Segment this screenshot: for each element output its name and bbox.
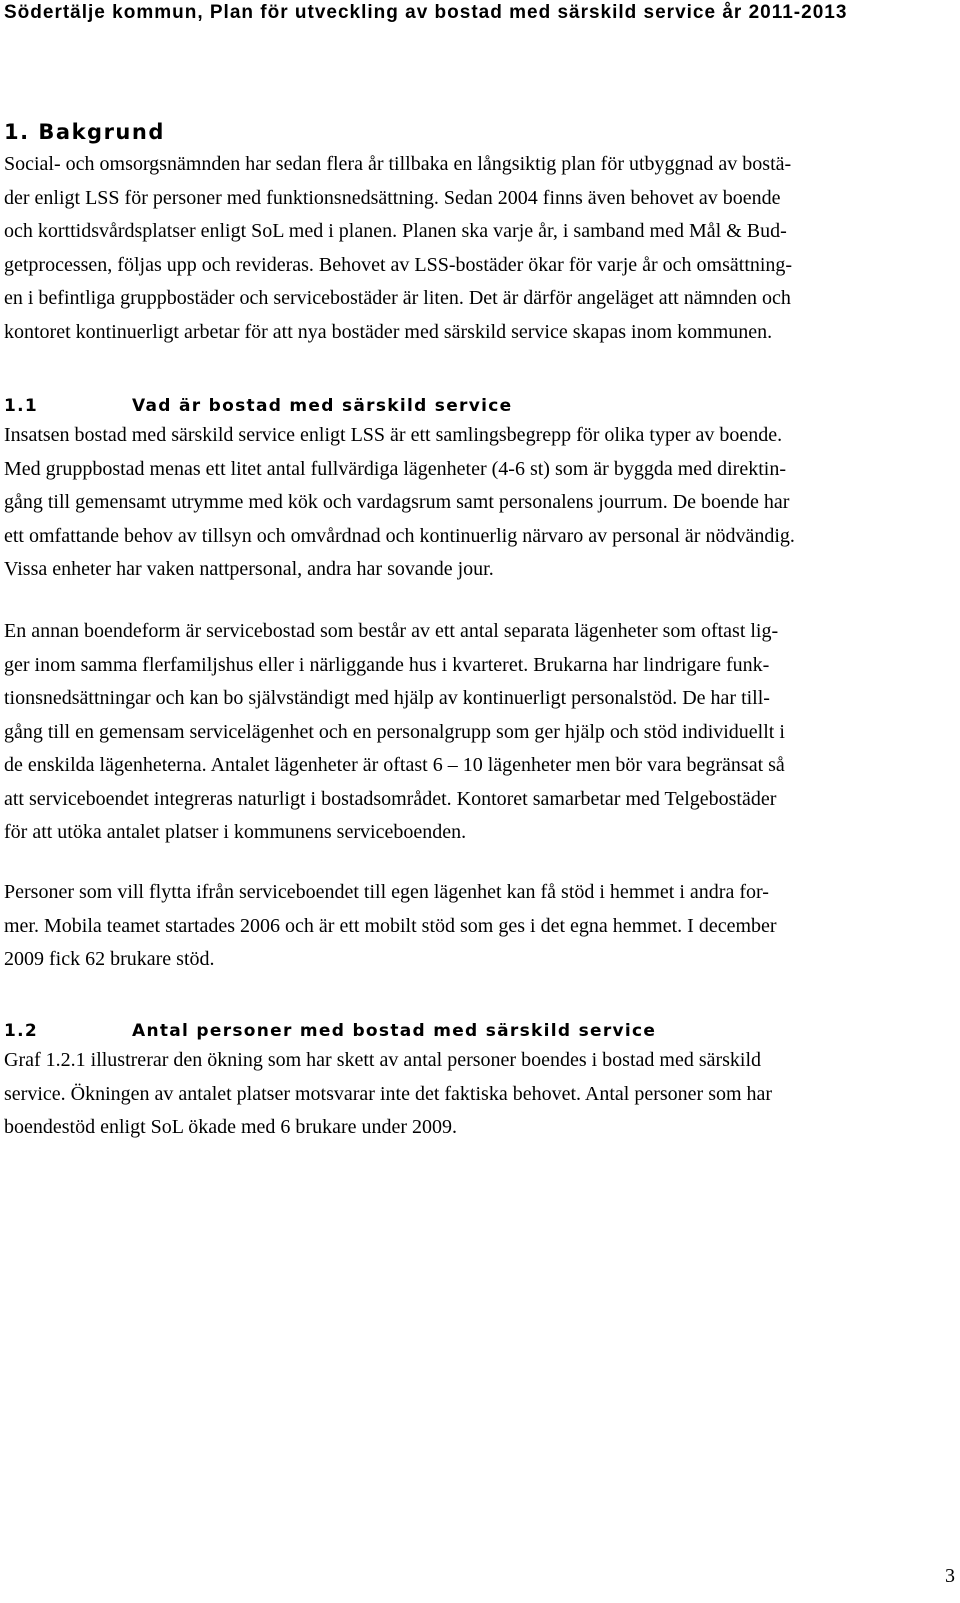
paragraph-line: att serviceboendet integreras naturligt i bostadsområdet. Kontoret samarbetar med Telgebostäder xyxy=(4,787,777,810)
paragraph-line: boendestöd enligt SoL ökade med 6 brukare under 2009. xyxy=(4,1116,458,1138)
paragraph-line: service. Ökningen av antalet platser motsvarar inte det faktiska behovet. Antal personer som har xyxy=(4,1082,773,1105)
section-heading-bakgrund: 1. Bakgrund xyxy=(4,120,165,144)
subsection-1-1-paragraph-1 xyxy=(4,419,795,587)
subsection-number: 1.1 xyxy=(4,396,39,416)
subsection-title: Antal personer med bostad med särskild service xyxy=(132,1021,657,1041)
paragraph-line: för att utöka antalet platser i kommunens serviceboenden. xyxy=(4,821,467,843)
paragraph-line: mer. Mobila teamet startades 2006 och är ett mobilt stöd som ges i det egna hemmet. I december xyxy=(4,914,777,937)
paragraph-line: der enligt LSS för personer med funktionsnedsättning. Sedan 2004 finns även behovet av boende xyxy=(4,186,781,209)
paragraph-line: tionsnedsättningar och kan bo självständigt med hjälp av kontinuerligt personalstöd. De har till- xyxy=(4,687,770,709)
paragraph-line: de enskilda lägenheterna. Antalet lägenheter är oftast 6 – 10 lägenheter men bör vara begränsat så xyxy=(4,754,785,776)
subsection-1-1-paragraph-2 xyxy=(4,615,785,850)
paragraph-line: Insatsen bostad med särskild service enligt LSS är ett samlingsbegrepp för olika typer av boende. xyxy=(4,424,783,446)
paragraph-line: gång till gemensamt utrymme med kök och vardagsrum samt personalens jourrum. De boende har xyxy=(4,491,790,513)
subsection-heading-1-2 xyxy=(4,1020,656,1042)
paragraph-line: Med gruppbostad menas ett litet antal fullvärdiga lägenheter (4-6 st) som är byggda med direktin- xyxy=(4,457,786,480)
paragraph-line: Graf 1.2.1 illustrerar den ökning som har skett av antal personer boendes i bostad med särskild xyxy=(4,1049,762,1071)
subsection-1-2-paragraph xyxy=(4,1044,772,1145)
paragraph-line: ger inom samma flerfamiljshus eller i närliggande hus i kvarteret. Brukarna har lindrigare funk- xyxy=(4,653,770,676)
paragraph-line: Personer som vill flytta ifrån serviceboendet till egen lägenhet kan få stöd i hemmet i andra for- xyxy=(4,881,769,903)
paragraph-line: och korttidsvårdsplatser enligt SoL med i planen. Planen ska varje år, i samband med Mål & Bud- xyxy=(4,220,787,242)
paragraph-line: getprocessen, följas upp och revideras. Behovet av LSS-bostäder ökar för varje år och omsättning- xyxy=(4,253,793,276)
page-number: 3 xyxy=(945,1565,955,1587)
paragraph-line: kontoret kontinuerligt arbetar för att nya bostäder med särskild service skapas inom kommunen. xyxy=(4,320,773,343)
paragraph-line: Vissa enheter har vaken nattpersonal, andra har sovande jour. xyxy=(4,558,494,580)
paragraph-line: en i befintliga gruppbostäder och servicebostäder är liten. Det är därför angeläget att nämnden och xyxy=(4,287,791,309)
subsection-title: Vad är bostad med särskild service xyxy=(132,396,513,416)
paragraph-line: 2009 fick 62 brukare stöd. xyxy=(4,948,215,970)
paragraph-line: ett omfattande behov av tillsyn och omvårdnad och kontinuerlig närvaro av personal är nödvändig. xyxy=(4,524,795,547)
section-bakgrund-paragraph xyxy=(4,148,792,349)
paragraph-line: En annan boendeform är servicebostad som består av ett antal separata lägenheter som oftast lig- xyxy=(4,620,779,642)
paragraph-line: gång till en gemensam servicelägenhet och en personalgrupp som ger hjälp och stöd individuellt i xyxy=(4,720,785,743)
subsection-number: 1.2 xyxy=(4,1021,39,1041)
subsection-heading-1-1 xyxy=(4,395,512,417)
document-header-title: Södertälje kommun, Plan för utveckling av bostad med särskild service år 2011-2013 xyxy=(4,2,848,23)
paragraph-line: Social- och omsorgsnämnden har sedan flera år tillbaka en långsiktig plan för utbyggnad av bostä- xyxy=(4,153,792,175)
subsection-1-1-paragraph-3 xyxy=(4,876,777,977)
